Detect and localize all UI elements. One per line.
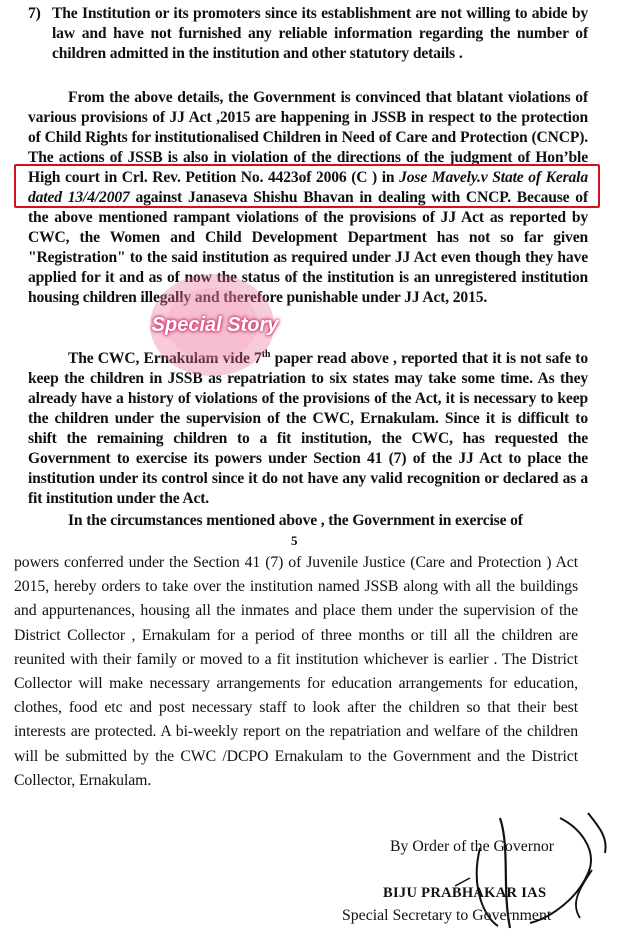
paragraph-circumstances [28, 511, 588, 531]
item-number: 7) [28, 5, 41, 22]
paragraph-cwc-report [28, 345, 588, 509]
case-citation: Jose Mavely.v State of Kerala dated 13/4/2007 [28, 169, 588, 206]
highlight-box [14, 164, 600, 208]
cwc-text-end: paper read above , reported that it is not safe to keep the children in JSSB as repatriation to six states may take some time. As they already have a history of violations of the provisions of the Act, it is necessary to keep the children under the supervision of the CWC, Ernakulam. Since it is difficult to shift the remaining children to a fit institution, the CWC, has requested the Government to exercise its powers under Section 41 (7) of the JJ Act to place the institution under its control since it do not have any valid recognition or declared as a fit institution under the Act. [28, 350, 588, 508]
page-number: 5 [291, 533, 298, 548]
by-order-line: By Order of the Governor [390, 838, 555, 855]
watermark-label: Special Story [151, 314, 279, 336]
item-text: The Institution or its promoters since its establishment are not willing to abide by law and have not furnished any reliable information regarding the number of children admitted in the institution and other statutory details . [52, 5, 588, 62]
special-story-watermark [132, 274, 298, 376]
paragraph-item-7 [28, 4, 588, 64]
handwritten-signature [440, 808, 615, 933]
cwc-text-start: The CWC, Ernakulam vide 7 [68, 350, 262, 368]
findings-text-start: From the above details, the Government is convinced that blatant violations of various provisions of JJ Act ,2015 are happening in JSSB in respect to the protection of Child Rights for institutionalised Children in Need of Care and Protection (CNCP). The actions of JSSB is also in violation of the directions of the judgment of Hon’ble High court in Crl. Rev. Petition No. 4423of 2006 (C ) in [28, 89, 588, 186]
signatory-name: BIJU PRABHAKAR IAS [383, 885, 547, 901]
findings-text-end: against Janaseva Shishu Bhavan in dealing with CNCP. Because of the above mentioned rampant violations of the provisions of JJ Act as reported by CWC, the Women and Child Development Department has not so far given "Registration" to the said institution as required under JJ Act even though they have applied for it and as of now the status of the institution is an unregistered institution housing children illegally and therefore punishable under JJ Act, 2015. [28, 189, 588, 306]
paragraph-order: powers conferred under the Section 41 (7) of Juvenile Justice (Care and Protection ) Act 2015, hereby orders to take over the institution named JSSB along with all the buildings and appurtenances, housing all the inmates and place them under the supervision of the District Collector , Ernakulam for a period of three months or till all the children are reunited with their family or moved to a fit institution whichever is earlier . The District Collector will make necessary arrangements for education arrangements for education, clothes, food etc and post necessary staff to look after the children so that their best interests are protected. A bi-weekly report on the repatriation and welfare of the children will be submitted by the CWC /DCPO Ernakulam to the Government and the District Collector, Ernakulam. [14, 554, 578, 789]
ordinal-suffix: th [261, 349, 271, 360]
circumstances-text: In the circumstances mentioned above , the Government in exercise of [68, 512, 523, 529]
signatory-designation: Special Secretary to Government [342, 907, 552, 924]
